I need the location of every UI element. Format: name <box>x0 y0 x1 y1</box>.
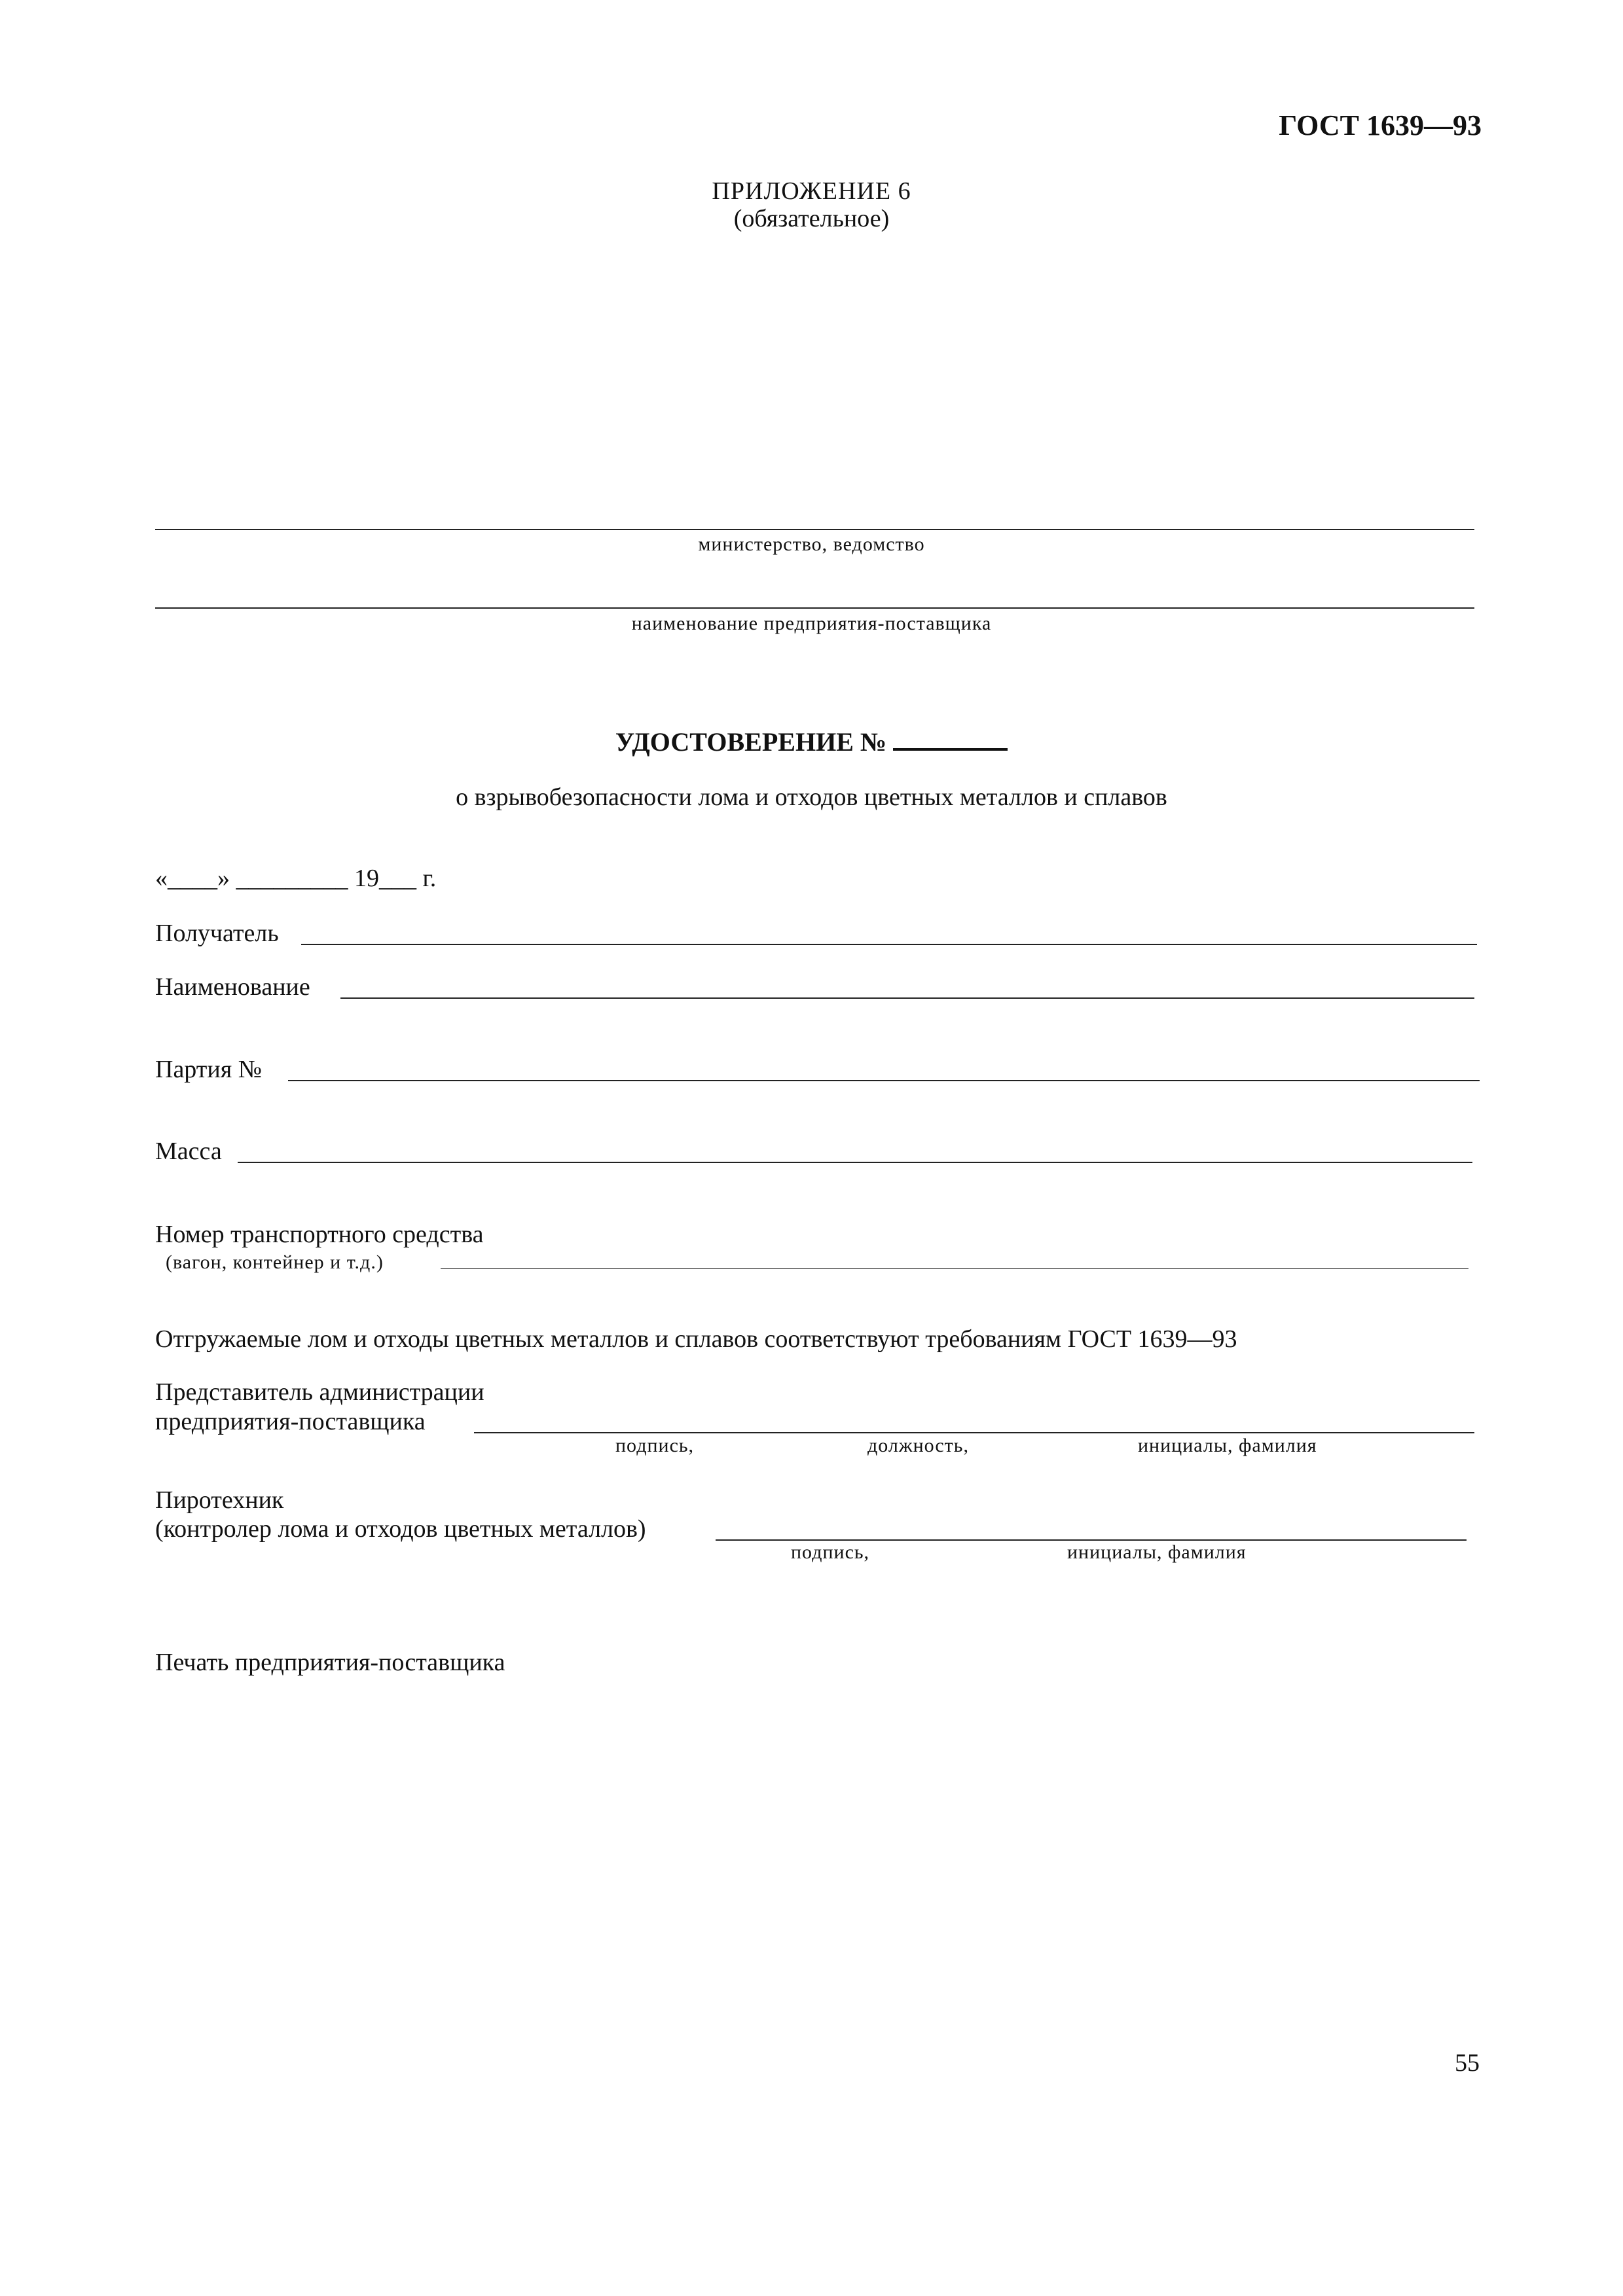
batch-field-line[interactable] <box>288 1080 1480 1081</box>
pyrotechnician-label-line1: Пиротехник <box>155 1486 284 1514</box>
certificate-subtitle: о взрывобезопасности лома и отходов цветных металлов и сплавов <box>456 783 1167 811</box>
representative-caption-signature: подпись, <box>615 1435 695 1456</box>
batch-label: Партия № <box>155 1056 262 1083</box>
name-label: Наименование <box>155 973 310 1001</box>
representative-caption-name: инициалы, фамилия <box>1138 1435 1317 1456</box>
recipient-field-line[interactable] <box>301 944 1477 945</box>
enterprise-field-line[interactable] <box>155 607 1474 609</box>
appendix-subtitle: (обязательное) <box>733 205 890 232</box>
representative-field-line[interactable] <box>474 1432 1474 1433</box>
appendix-title: ПРИЛОЖЕНИЕ 6 <box>712 177 911 205</box>
certificate-number-blank[interactable] <box>893 728 1008 751</box>
representative-label-line2: предприятия-поставщика <box>155 1408 426 1435</box>
pyrotechnician-field-line[interactable] <box>716 1539 1467 1541</box>
enterprise-caption: наименование предприятия-поставщика <box>631 613 992 634</box>
pyrotechnician-caption-signature: подпись, <box>791 1541 870 1563</box>
certificate-title <box>0 726 1623 757</box>
pyrotechnician-caption-name: инициалы, фамилия <box>1067 1541 1247 1563</box>
mass-label: Масса <box>155 1138 222 1165</box>
representative-label-line1: Представитель администрации <box>155 1378 484 1406</box>
pyrotechnician-label-line2: (контролер лома и отходов цветных металлов) <box>155 1515 646 1543</box>
representative-caption-position: должность, <box>867 1435 969 1456</box>
ministry-field-line[interactable] <box>155 529 1474 530</box>
conformity-statement: Отгружаемые лом и отходы цветных металлов и сплавов соответствуют требованиям ГОСТ 1639—93 <box>155 1325 1237 1353</box>
page-number: 55 <box>1455 2049 1480 2077</box>
mass-field-line[interactable] <box>238 1162 1472 1163</box>
transport-hint: (вагон, контейнер и т.д.) <box>166 1251 384 1273</box>
transport-label: Номер транспортного средства <box>155 1221 484 1248</box>
seal-label: Печать предприятия-поставщика <box>155 1649 505 1676</box>
name-field-line[interactable] <box>340 997 1474 999</box>
ministry-caption: министерство, ведомство <box>698 533 925 555</box>
transport-field-line[interactable] <box>441 1268 1468 1269</box>
date-field[interactable]: «____» _________ 19___ г. <box>155 865 437 892</box>
certificate-title-text: УДОСТОВЕРЕНИЕ № <box>615 727 887 757</box>
document-code: ГОСТ 1639—93 <box>1279 109 1482 141</box>
recipient-label: Получатель <box>155 920 279 947</box>
